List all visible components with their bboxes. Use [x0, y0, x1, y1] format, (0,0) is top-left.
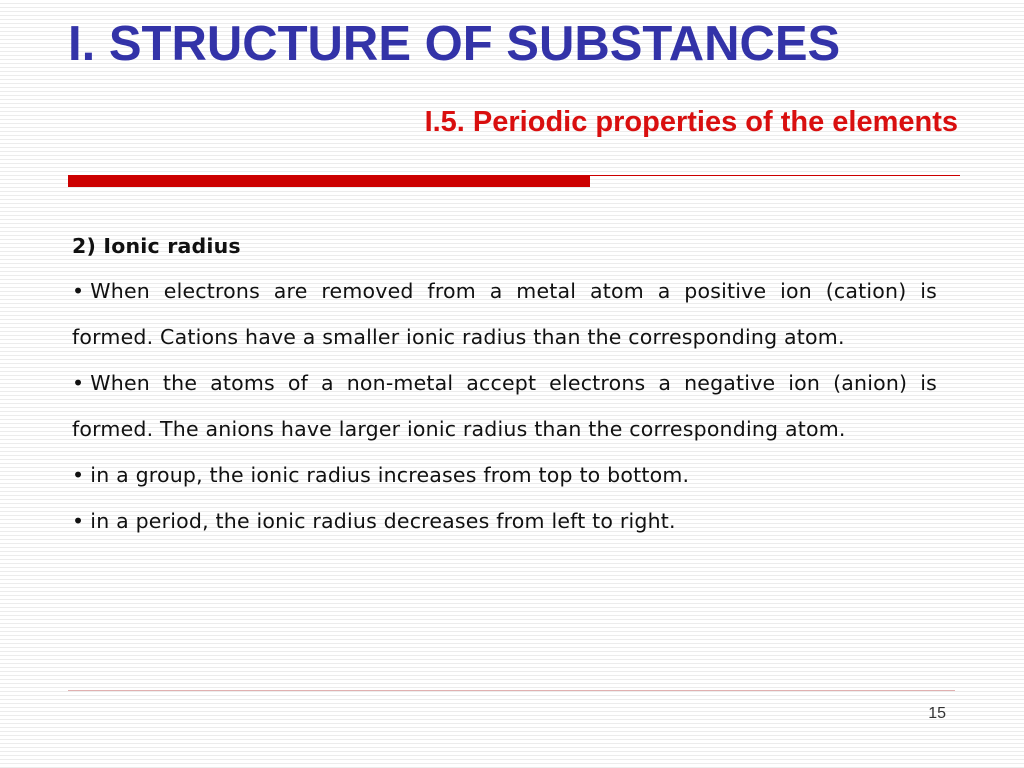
bullet-icon: •	[72, 509, 85, 533]
slide-body	[72, 224, 937, 544]
bullet-item	[72, 452, 937, 498]
page-number: 15	[928, 705, 946, 722]
footer-divider	[68, 690, 955, 691]
bullet-item	[72, 268, 937, 360]
bullet-icon: •	[72, 463, 85, 487]
bullet-text: When the atoms of a non-metal accept electrons a negative ion (anion) is formed. The anions have larger ionic radius than the corresponding atom.	[72, 371, 937, 441]
slide-subtitle: I.5. Periodic properties of the elements	[424, 106, 958, 138]
bullet-icon: •	[72, 279, 85, 303]
bullet-icon: •	[72, 371, 85, 395]
slide-title: I. STRUCTURE OF SUBSTANCES	[68, 17, 841, 71]
bullet-item	[72, 498, 937, 544]
bullet-item	[72, 360, 937, 452]
title-divider-thick	[68, 175, 590, 187]
title-divider-thin	[590, 175, 960, 176]
bullet-text: in a period, the ionic radius decreases from left to right.	[90, 509, 676, 533]
bullet-text: in a group, the ionic radius increases from top to bottom.	[90, 463, 690, 487]
bullet-text: When electrons are removed from a metal atom a positive ion (cation) is formed. Cations have a smaller ionic radius than the corresponding atom.	[72, 279, 937, 349]
section-heading: 2) Ionic radius	[72, 234, 241, 258]
